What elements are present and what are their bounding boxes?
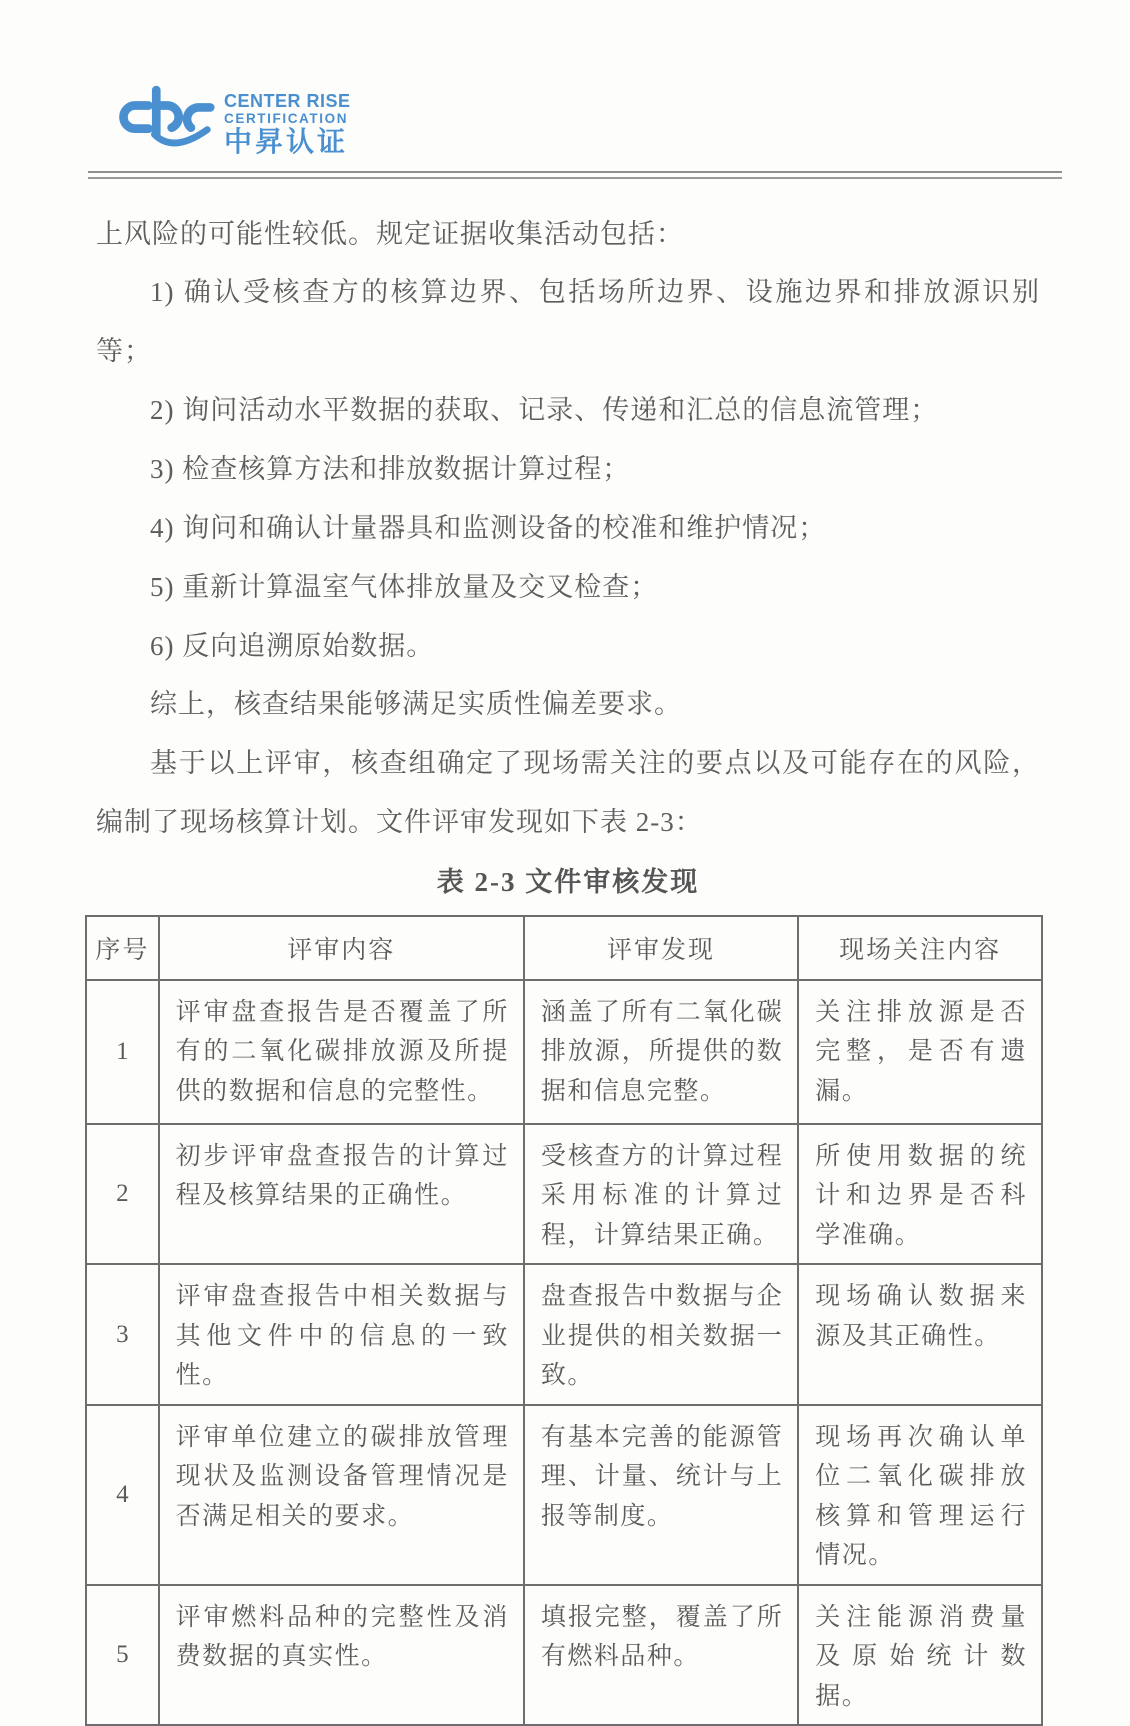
paragraph: 上风险的可能性较低。规定证据收集活动包括： <box>96 205 1040 264</box>
row-number: 5 <box>86 1585 159 1726</box>
table-row <box>86 1124 1042 1265</box>
header <box>0 0 1130 157</box>
table-header-row <box>86 916 1042 980</box>
list-item-5: 5) 重新计算温室气体排放量及交叉检查； <box>96 558 1040 617</box>
cell-content: 评审燃料品种的完整性及消费数据的真实性。 <box>159 1585 524 1726</box>
cell-focus: 所使用数据的统计和边界是否科学准确。 <box>798 1124 1042 1265</box>
cell-content: 评审盘查报告中相关数据与其他文件中的信息的一致性。 <box>159 1264 524 1405</box>
column-header-content: 评审内容 <box>159 916 524 980</box>
cell-finding: 有基本完善的能源管理、计量、统计与上报等制度。 <box>524 1405 798 1585</box>
cell-focus: 现场确认数据来源及其正确性。 <box>798 1264 1042 1405</box>
column-header-focus: 现场关注内容 <box>798 916 1042 980</box>
row-number: 2 <box>86 1124 159 1265</box>
list-item-2: 2) 询问活动水平数据的获取、记录、传递和汇总的信息流管理； <box>96 381 1040 440</box>
table-row <box>86 1405 1042 1585</box>
cell-finding: 盘查报告中数据与企业提供的相关数据一致。 <box>524 1264 798 1405</box>
cell-finding: 填报完整，覆盖了所有燃料品种。 <box>524 1585 798 1726</box>
table-caption: 表 2-3 文件审核发现 <box>96 860 1040 899</box>
document-body <box>96 205 1040 1726</box>
logo-company-name: CENTER RISE <box>224 92 351 110</box>
row-number: 4 <box>86 1405 159 1585</box>
cell-focus: 现场再次确认单位二氧化碳排放核算和管理运行情况。 <box>798 1405 1042 1585</box>
cell-content: 初步评审盘查报告的计算过程及核算结果的正确性。 <box>159 1124 524 1265</box>
row-number: 1 <box>86 980 159 1124</box>
table-row <box>86 1264 1042 1405</box>
logo-text <box>224 84 351 157</box>
cell-finding: 受核查方的计算过程采用标准的计算过程，计算结果正确。 <box>524 1124 798 1265</box>
list-item-4: 4) 询问和确认计量器具和监测设备的校准和维护情况； <box>96 499 1040 558</box>
crc-logo-icon <box>110 84 216 154</box>
paragraph-summary: 综上，核查结果能够满足实质性偏差要求。 <box>96 675 1040 734</box>
header-divider <box>88 171 1062 179</box>
list-item-6: 6) 反向追溯原始数据。 <box>96 617 1040 676</box>
table-row <box>86 980 1042 1124</box>
list-item-1: 1) 确认受核查方的核算边界、包括场所边界、设施边界和排放源识别等； <box>96 263 1040 381</box>
document-review-table <box>85 915 1043 1726</box>
cell-focus: 关注能源消费量及原始统计数据。 <box>798 1585 1042 1726</box>
logo-company-sub: CERTIFICATION <box>224 112 351 126</box>
cell-finding: 涵盖了所有二氧化碳排放源，所提供的数据和信息完整。 <box>524 980 798 1124</box>
cell-content: 评审盘查报告是否覆盖了所有的二氧化碳排放源及所提供的数据和信息的完整性。 <box>159 980 524 1124</box>
row-number: 3 <box>86 1264 159 1405</box>
list-item-3: 3) 检查核算方法和排放数据计算过程； <box>96 440 1040 499</box>
paragraph-conclusion: 基于以上评审，核查组确定了现场需关注的要点以及可能存在的风险，编制了现场核算计划。文件评审发现如下表 2-3： <box>96 734 1040 852</box>
logo-chinese-name: 中昇认证 <box>224 129 351 157</box>
column-header-finding: 评审发现 <box>524 916 798 980</box>
column-header-no: 序号 <box>86 916 159 980</box>
cell-focus: 关注排放源是否完整，是否有遗漏。 <box>798 980 1042 1124</box>
cell-content: 评审单位建立的碳排放管理现状及监测设备管理情况是否满足相关的要求。 <box>159 1405 524 1585</box>
table-row <box>86 1585 1042 1726</box>
